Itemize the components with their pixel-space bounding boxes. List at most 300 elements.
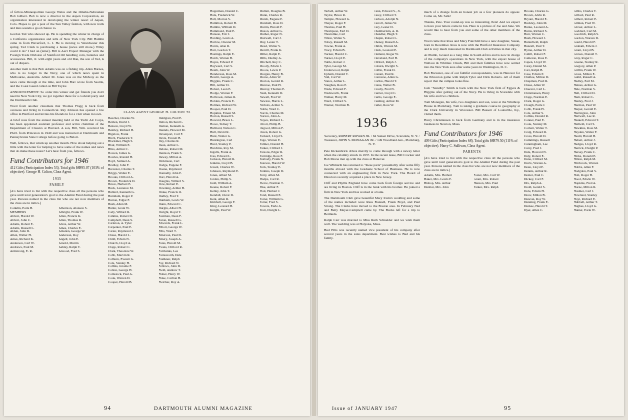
contributor-name: Osgood, Milton F.	[259, 127, 284, 131]
contributor-name: Graham, Edwin J.	[573, 45, 598, 49]
contributor-name: Turner, Lloyd E.	[324, 56, 346, 60]
contributor-name: Howland, Stanley	[573, 193, 598, 197]
contributor-name: Eastman, Dean F.	[158, 214, 182, 218]
contributor-name: Ames, Richard K.	[10, 238, 34, 242]
contributor-name: Mead, Walter S.	[259, 45, 281, 49]
contributor-name: Ward, Clifford S.	[324, 99, 347, 103]
contributor-name: Fletcher, Roy A.	[158, 281, 181, 285]
contributor-name: Cushing, Arthur M.	[373, 99, 400, 103]
contributor-name: Delano, Robert M.	[158, 148, 184, 152]
contributor-name: Holt, Roger B.	[573, 174, 593, 178]
contributor-name: Baker, Mrs. Lewis P.	[424, 178, 452, 182]
left-page	[4, 4, 310, 416]
contributor-name: Hersey, Frank C.	[573, 150, 596, 154]
name-column	[524, 10, 571, 213]
contributor-name: Vaughan, Ross P.	[324, 84, 347, 88]
name-column	[424, 174, 471, 190]
contributor-name: Taylor, Bruce R.	[324, 13, 346, 17]
contributor-name: Chamberlain, A. R.	[373, 29, 400, 33]
contributor-name: MEMBERS	[10, 210, 27, 214]
class-year-heading: 1936	[356, 115, 388, 131]
contributor-name: Burnham, Roger P.	[108, 195, 134, 199]
contributor-name: Towne, Frank A.	[324, 45, 347, 49]
contributor-name: Drake, Francis O.	[158, 191, 182, 195]
left-column-3	[210, 10, 306, 398]
paragraph: Joe Wilmarth has returned to "these parts" presumably after some fifty months abroad with the Graduate School of Business. He is now connected with an engineering firm in New York. The Board of Directors recently acquired a place in New Jersey.	[324, 162, 420, 180]
contributor-name: Benson, Lloyd W.	[108, 124, 132, 128]
contributor-name: Brooks, Clifford A.	[108, 175, 134, 179]
contributor-name: Wade, Edward F.	[324, 88, 347, 92]
paragraph: A brief note from the annual meeting held at the Yacht Air Corps, has been appointed assistant professor and active chairman of the Department of Classics at Harvard. A son, Bill, Wm. received his Ph.D. from Princeton in 1940 and was instructed at Dartmouth and Pennsylvania State College before going to Beloit.	[10, 118, 104, 139]
contributor-name: Haines, Arthur G.	[573, 84, 597, 88]
fund-heading: Fund Contributors for 1946	[424, 130, 503, 139]
contributor-name: Jewett, Charles W.	[210, 166, 235, 170]
contributor-name: Boyd, Samuel A.	[108, 159, 131, 163]
contributor-name: Heath, John W.	[210, 68, 231, 72]
paragraph: Josh "Standby" Smith is back with the New York firm of Eggers & Higgins after getting out of the Navy. He is living in Scarsdale with his wife and two children.	[424, 85, 520, 98]
contributor-name: Burr, Warren C.	[524, 33, 545, 37]
contributor-name: Ives, Edward L.	[210, 154, 232, 158]
right-column-1	[324, 10, 420, 398]
contributor-name: Butterfield, Ralph	[524, 41, 548, 45]
contributor-name: Daniels, Howard M.	[158, 128, 186, 132]
contributor-name: Corbett, Walter T.	[524, 127, 548, 131]
contributor-name: Fellows, John D.	[158, 265, 181, 269]
contributor-name: Hale, Norman S.	[573, 88, 596, 92]
contributor-name: Collins, Donald R.	[524, 115, 549, 119]
contributor-name: Bruce, Herbert E.	[108, 183, 132, 187]
contributor-name: Cleveland, Earl B.	[373, 56, 398, 60]
contributor-name: Davis, Warren A.	[524, 162, 547, 166]
fund-section-label: PARENTS	[463, 149, 481, 154]
contributor-name: Burke, Leonard A.	[524, 25, 549, 29]
contributor-name: Clough, Earle J.	[524, 103, 546, 107]
contributor-name: Harper, Gerald E.	[573, 107, 597, 111]
contributor-name: Platt, Herbert J.	[259, 189, 281, 193]
contributor-name: Dyer, Allen C.	[524, 209, 544, 213]
contributor-name: Hayden, Walter F.	[573, 131, 598, 135]
contributor-name: Colburn, Everett G.	[108, 257, 135, 261]
paragraph: Pete Kickenbrick drives merrily to come through with a newsy letter when the calamity struck in 1937. In the recent issue, Bill Crocker and Bob Morse met up with the class at Hanover.	[324, 148, 420, 161]
contributor-name: Hitchcock, Warren	[573, 162, 599, 166]
contributor-name: Atwood, Fred S.	[58, 249, 81, 253]
name-column	[324, 10, 371, 108]
contributor-name: Conner, Paul E.	[524, 119, 545, 123]
contributor-name: King, Leonard B.	[210, 205, 234, 209]
contributor-name: Hobbs, Allen F.	[573, 166, 595, 170]
contributor-name: Newell, Fred W.	[259, 95, 282, 99]
paragraph: Harry Christiansen is back from Germany and is in the insurance business in Newton, Mass.	[424, 118, 520, 127]
contributor-name: Dexter, Paul C.	[524, 174, 545, 178]
contributor-name: Armstrong, E. R.	[10, 249, 33, 253]
contributor-name: Horne, Milton R.	[573, 185, 597, 189]
contributor-name: Cameron, Ross E.	[524, 56, 548, 60]
contributor-name: Hooper, Paul D.	[210, 107, 232, 111]
paragraph: Word came that Ross and Mary Fairchild have a new daughter, Susan, born in December. Ross is now with the Hartford Insurance Company and is very much interested in Dartmouth Club activities in that city.	[424, 38, 520, 51]
contributor-name: Dodd, Gerald S.	[524, 185, 546, 189]
contributor-name: Potter, Fred S.	[259, 201, 279, 205]
contributor-name: Goodrich, Ralph S.	[573, 33, 599, 37]
contributor-name: Carpenter, Paul E.	[108, 226, 133, 230]
contributor-name: Dole, Edwin H.	[524, 189, 545, 193]
contributor-name: Curtis, George E.	[373, 95, 397, 99]
contributor-name: Bush, Howard J.	[524, 37, 546, 41]
contributor-name: Gilman, Fred W.	[573, 21, 596, 25]
contributor-name: Hastings, Ralph E.	[210, 52, 235, 56]
paragraph: of fellow-Minneapolitan George Weiss and the Omaha-Nebraskan Bob Gilbert. Bob is now a director in the Aspen Corporation, an organization interested in developing the winter resort of Aspen, Colo. Hopes to get a post of the Sun Valley fashion, with new trails and inns sounds a good chance to.	[10, 10, 104, 31]
contributor-name: Phelps, Carl R.	[259, 177, 280, 181]
photo-caption: CLASS AGENT GEORGE H. COLTON '35	[123, 110, 191, 114]
contributor-name: Cobb, Frank H.	[524, 107, 545, 111]
contributor-name: Blackmer, Hugh S.	[108, 140, 134, 144]
contributor-name: Fay, Richard N.	[158, 261, 180, 265]
contributor-name: Hobart, Leon E.	[210, 88, 232, 92]
contributor-name: Hale, Frederick W.	[210, 13, 235, 17]
contributor-name: Alves, Arthur W.	[58, 222, 81, 226]
contributor-name: Buck, Laurence M.	[108, 187, 134, 191]
contributor-name: Denison, Frank S.	[158, 152, 183, 156]
contributor-name: Hewitt, George A.	[210, 76, 235, 80]
contributor-name: Parsons, Edgar R.	[259, 150, 284, 154]
contributor-name: Downing, Arthur B.	[158, 187, 185, 191]
contributor-name: Martin, Harold F.	[259, 25, 283, 29]
contributor-name: Durkee, Harold T.	[524, 205, 548, 209]
contributor-name: Cunningham, Lee	[524, 142, 548, 146]
page-number: 94	[104, 406, 112, 412]
contributor-name: Christiansen, Harry	[524, 92, 550, 96]
contributor-name: Hurd, Stanley P.	[210, 142, 232, 146]
paragraph: ANNOUNCEMENT: So order this winter and get friends you don't need in New York City, we got together there for a cocktail party and the Dartmouth Club.	[10, 89, 104, 102]
contributor-name: Temple, Howard G.	[324, 17, 351, 21]
contributor-name: Cady, Willard R.	[108, 210, 131, 214]
paragraph: Word from another classmate that Thomas Flagg is back from overseas and living in Connecticut. Ray Johnson has opened a law office in Hartford and invites his friends in for a visit when in town.	[10, 103, 104, 117]
contributor-name: Conklin, Earle B.	[10, 206, 34, 210]
contributor-name: Hayward, Carl S.	[210, 64, 233, 68]
contributor-name: Munroe, Paul H.	[259, 84, 282, 88]
contributor-name: Nichols, Arthur S.	[259, 103, 284, 107]
contributor-name: Cahill, Robert F.	[524, 52, 546, 56]
contributor-name: Judd, William A.	[210, 181, 233, 185]
contributor-name: Tarbell, Arthur W.	[324, 10, 348, 13]
contributor-name: Dix, Ralph A.	[524, 181, 543, 185]
contributor-name: Glover, Arthur L.	[573, 25, 597, 29]
contributor-name: Hall, Morton S.	[210, 17, 231, 21]
magazine-title: DARTMOUTH ALUMNI MAGAZINE	[154, 406, 253, 412]
contributor-name: Hunter, Earle W.	[573, 209, 596, 213]
contributor-name: Hicks, Donald E.	[573, 154, 597, 158]
contributor-name: Hamlin, William D.	[210, 25, 237, 29]
contributor-name: Hatch, Warren B.	[210, 56, 233, 60]
contributor-name: Pond, Russell E.	[259, 193, 282, 197]
right-column-3	[524, 10, 620, 398]
contributor-name: Hughes, Lloyd G.	[573, 205, 598, 209]
contributor-name: Hart, Gordon T.	[210, 49, 231, 53]
contributor-name: Butler, Grant W.	[108, 206, 130, 210]
contributor-name: Packard, Lloyd S.	[259, 135, 284, 138]
contributor-name: Dorr, Harold A.	[158, 175, 180, 179]
contributor-name: Holbrook, James R.	[210, 95, 237, 99]
contributor-name: Eaton, Russell G.	[158, 218, 182, 222]
contributor-name: Dodge, Eugene F.	[158, 163, 183, 167]
contributor-name: Belden, David J.	[108, 120, 130, 124]
contributor-name: Holmes, Richard W.	[210, 103, 237, 107]
contributor-name: Thompson, Earl D.	[324, 29, 350, 33]
contributor-name: Dewey, Milton A.	[158, 156, 183, 160]
contributor-name: Tuttle, Robert J.	[324, 60, 346, 64]
fund-class-year: 1935	[52, 176, 62, 181]
contributor-name: Farnsworth, Dale	[158, 253, 182, 257]
contributor-name: Clark, Leonard E.	[373, 49, 398, 53]
contributor-name: Mason, Arthur G.	[259, 29, 283, 33]
contributor-name: Underwood, Ralph	[324, 68, 350, 72]
contributor-name: Allen, Walter H.	[10, 234, 32, 238]
contributor-name: Damon, Kenneth A.	[158, 124, 185, 128]
contributor-name: Dalton, Richard L.	[158, 120, 184, 124]
fund-summary: 409 Gifts (Participation Index 68). Total gifts $8879.50 (111% of objective). Harry C. Sullivan, Class Agent.	[424, 139, 518, 148]
contributor-name: Anderson, Carl W.	[10, 242, 35, 246]
contributor-name: Bryant, Harold E.	[524, 17, 548, 21]
contributor-name: Childs, Warren M.	[373, 45, 398, 49]
contributor-name: Gifford, Paul R.	[573, 13, 595, 17]
paragraph: much of a change from an honest job as a few pioneers do appear. Come on, Mr. Salk!	[424, 10, 520, 19]
contributor-name: Hadley, Earl M.	[573, 80, 595, 84]
contributor-name: Howard, Bruce L.	[210, 119, 234, 123]
contributor-name: May, Lester T.	[259, 41, 279, 45]
contributor-name: Ellis, Ward T.	[158, 230, 177, 234]
contributor-name: Brown, Frederick D.	[108, 179, 136, 183]
contributor-name: Beecher, Charles W.	[108, 117, 135, 120]
contributor-name: Daly, Robert E.	[524, 154, 545, 158]
contributor-name: Jones, Albert M.	[210, 174, 232, 178]
contributor-name: Higgins, Frank C.	[210, 80, 234, 84]
contributor-name: Johnson, Raymond E.	[210, 170, 239, 174]
contributor-name: Foster, Mrs. Carl W.	[473, 174, 501, 178]
contributor-name: Thomas, Paul H.	[324, 25, 347, 29]
contributor-name: Dickinson, Carl	[158, 159, 180, 163]
contributor-name: Jenkins, Lloyd B.	[210, 162, 234, 166]
contributor-name: Merrill, Frank K.	[259, 49, 283, 53]
contributor-name: Greene, Stanley R.	[573, 60, 599, 64]
contributor-name: Anderson, Roy	[58, 234, 79, 238]
contributor-name: Carlson, Adolph N.	[373, 17, 400, 21]
contributor-name: Coburn, Dwight S.	[373, 64, 399, 68]
contributor-name: Hanson, Mrs. Paul	[473, 182, 499, 186]
contributor-name: Bowen, James G.	[108, 152, 132, 156]
contributor-name: Donnelly, John P.	[158, 171, 182, 175]
contributor-name: Morse, Allan W.	[259, 76, 282, 80]
contributor-name: Harlow, Chester M.	[210, 41, 236, 45]
contributor-name: Noyes, Richard L.	[259, 119, 284, 123]
right-page-footer	[318, 402, 624, 412]
contributor-name: Amsden, George W.	[58, 230, 86, 234]
name-column	[108, 117, 156, 285]
contributor-name: Estes, Harold M.	[158, 242, 181, 245]
left-column-2	[108, 10, 206, 398]
contributor-name: Hamilton, Robert B.	[210, 21, 237, 25]
contributor-name: Guild, Russell A.	[573, 76, 597, 80]
contributor-name: Angell, John E.	[58, 238, 80, 242]
contributor-name: Dow, Robert E.	[158, 183, 179, 187]
contributor-name: Abbott, Harold W.	[10, 214, 35, 218]
contributor-name: Carey, Daniel M.	[524, 64, 547, 68]
contributor-name: Capen, Lloyd W.	[524, 60, 547, 64]
contributor-name: Nash, Kenneth D.	[259, 92, 284, 96]
fund-note: (A's have tried to list with the respective class all the persons who gave until total generation's goal to the Alumni Fund during the past year. Persons named in the class list who are not now members of the class are in italics.)	[10, 188, 104, 205]
fund-note: (A's have tried to list with the respective class all the persons who gave until total generation's goal to the Alumni Fund during the past year. Persons named in the class list who are not now members of the class are in italics.)	[424, 155, 520, 173]
contributor-name: Bush, Allen M.	[108, 202, 129, 206]
contributor-name: Bigelow, Frank	[108, 132, 129, 136]
contributor-name: Alden, John D.	[10, 230, 30, 234]
contributor-name: Adams, Mrs. Herbert	[424, 174, 453, 178]
paragraph: Bud Ellis was recently named vice president of his company after several years in the sales department. Best wishes to Bud and his family.	[324, 228, 420, 241]
contributor-name: Miller, Ralph E.	[259, 52, 281, 56]
contributor-name: Cummings, Russell	[524, 138, 550, 142]
contributor-name: Cole, Stanley H.	[108, 261, 130, 265]
contributor-name: Clapp, Robert C.	[108, 245, 131, 249]
name-column	[260, 10, 307, 213]
contributor-name: Church, Lloyd A.	[108, 242, 132, 245]
contributor-name: Chapman, Fred R.	[524, 80, 549, 84]
paragraph: Well, fellows, that winds up another month. How about helping out a little with the letter for helping to have some of the names and news that do make these notes? Let's hear from you, fellows.	[10, 140, 104, 153]
contributor-name: Adams, Russell L.	[10, 226, 35, 230]
contributor-list	[108, 117, 206, 285]
contributor-name: Grant, Mrs. Robert	[473, 178, 499, 182]
contributor-list	[524, 10, 620, 213]
contributor-name: Morton, Gerald R.	[259, 80, 284, 84]
contributor-name: Fisher, Harry W.	[158, 273, 181, 277]
contributor-name: Tobey, Russell M.	[324, 41, 348, 45]
contributor-name: Moore, Lewis P.	[259, 68, 282, 72]
contributor-name: Hill, Arthur D.	[210, 84, 230, 88]
contributor-name: Dahlgren, Fred E.	[158, 117, 183, 120]
contributor-name: Chase, Allen W.	[524, 84, 546, 88]
contributor-name: Dunn, Edward C.	[158, 202, 182, 206]
contributor-name: Harding, Lewis A.	[210, 37, 235, 41]
issue-label: Issue of JANUARY 1947	[332, 406, 398, 412]
contributor-name: Hilton, Ralph M.	[573, 158, 597, 162]
contributor-name: Thorndike, Carl	[324, 33, 346, 37]
contributor-name: Tucker, Harold C.	[324, 52, 348, 56]
contributor-name: Palmer, Donald H.	[259, 142, 285, 146]
contributor-name: Noble, Ward C.	[259, 107, 281, 111]
contributor-name: Bishop, Mrs. Arthur	[424, 182, 451, 186]
contributor-name: Birch, Frederick T.	[108, 136, 133, 140]
contributor-name: Clark, Roger G.	[524, 99, 546, 103]
contributor-name: Norris, Charles M.	[259, 111, 285, 115]
contributor-name: Child, Edwin N.	[108, 238, 130, 242]
contributor-name: Davis, Everett B.	[158, 136, 182, 140]
contributor-name: Hosmer, Carl J.	[573, 189, 595, 193]
name-column	[159, 117, 207, 285]
paragraph: Thanks, Pete. Your round-up was so interesting, Pete! And we expect to have your letters come in Jan. Here is a picture of Joe and June. We would like to hear from you and some of the other members of the class.	[424, 20, 520, 37]
contributor-name: Dudley, Fred T.	[158, 195, 180, 199]
contributor-name: Carey, Clifford T.	[373, 13, 397, 17]
contributor-name: Fairbanks, Lee	[158, 249, 179, 253]
contributor-name: Gray, Roger C.	[573, 56, 594, 60]
contributor-name: Perry, Allen M.	[259, 174, 280, 178]
contributor-name: Hartwell, Lee R.	[573, 115, 596, 119]
contributor-name: Walker, Harry M.	[324, 95, 348, 99]
class-notes-text	[10, 10, 104, 153]
contributor-name: Henderson, Ross M.	[210, 72, 237, 76]
contributor-name: Buzzell, Paul T.	[524, 45, 545, 49]
contributor-name: Parker, Clifford J.	[259, 146, 284, 150]
contributor-name: Abbott, John C.	[10, 218, 31, 222]
contributor-name: Holden, Francis E.	[210, 99, 235, 103]
contributor-name: Cook, Warren D.	[108, 277, 131, 281]
contributor-name: Porter, William G.	[259, 197, 284, 201]
contributor-name: Goddard, Carl M.	[573, 29, 597, 33]
paragraph: Tom Monagan, his wife, two daughters and son, were at the Winthrop House in Plattsburg. Tom is taking a graduate course in geography at the Clark University in Worcester. Bill Bassett of Louisville, Ky., visited them.	[424, 99, 520, 117]
contributor-name: Gilbert, Robert E.	[573, 17, 598, 21]
fund-summary: 412 Gifts (Participation Index 53). Total gifts $8895.07 (103% of objective). George H. Colton, Class Agent.	[10, 166, 104, 175]
contributor-name: Mitchell, Roy C.	[259, 60, 282, 64]
contributor-name: Gould, Harold F.	[573, 41, 596, 45]
contributor-name: Horton, Russell S.	[210, 115, 235, 119]
contributor-name: Knight, Paul W.	[210, 209, 232, 213]
contributor-name: Haskell, Edward T.	[573, 119, 599, 123]
contributor-name: Day, Charles R.	[158, 140, 180, 144]
contributor-name: Maxwell, Carl J.	[259, 37, 282, 41]
contributor-name: Emery, Joseph A.	[158, 238, 182, 242]
contributor-name: Marsh, Eugene P.	[259, 17, 283, 21]
contributor-name: Hall, Clifford D.	[573, 92, 596, 96]
contributor-name: Cheney, Russell A.	[373, 41, 399, 45]
contributor-name: Doane, Raymond	[158, 167, 182, 171]
contributor-name: Vail, Carl W.	[324, 76, 342, 80]
class-officers: Secretary, ROBERT ROWAN JR. / 64 Sunset Drive, Scarsdale, N. Y. / Treasurer, JOHN S. MONAGAN JR. / 149 Woodland Ave., Plattsburg, N. Y.	[324, 133, 420, 146]
contributor-name: Heald, Harold B.	[573, 135, 597, 138]
contributor-name: Emerson, Paul D.	[158, 234, 182, 238]
name-column	[210, 10, 257, 213]
contributor-name: Griffin, Frank W.	[573, 68, 597, 72]
contributor-name: Dwight, Royal T.	[158, 210, 182, 214]
contributor-name: Cook, Stanley M.	[524, 123, 548, 127]
contributor-name: Curry, Fred J.	[524, 146, 543, 150]
contributor-name: Ham, Robert L.	[573, 95, 595, 99]
contributor-name: Field, Andrew T.	[158, 269, 181, 273]
contributor-name: Chaffee, Milton D.	[524, 76, 550, 80]
contributor-name: Pierce, Norman T.	[259, 181, 284, 185]
name-column	[374, 10, 421, 108]
paragraph: Bob Brewster, one of our faithful correspondents, was in Hanover for the Princeton game with Ralph Tyler and Dick Roberts. All of them report that the campus looks fine.	[424, 71, 520, 84]
contributor-name: Kent, Allen R.	[210, 197, 230, 201]
contributor-name: Allen, Thomas R.	[58, 218, 82, 222]
contributor-name: Gregory, Allen P.	[573, 64, 597, 68]
contributor-name: Hutchins, Roy M.	[210, 146, 234, 150]
contributor-name: Hopkins, Fred A.	[573, 181, 597, 185]
contributor-name: Powers, Earle A.	[259, 205, 282, 209]
contributor-name: Arnold, Martin	[58, 242, 79, 246]
page-number: 95	[504, 406, 512, 412]
contributor-name: Brown, Alvin R.	[524, 13, 546, 17]
class-notes-text	[324, 149, 420, 241]
contributor-name: Adams, Robert E.	[10, 222, 34, 226]
contributor-name: Peck, Stanley E.	[259, 166, 282, 170]
contributor-name: Drew, Milton B.	[524, 193, 546, 197]
contributor-name: Cross, Harold D.	[524, 135, 547, 138]
contributor-name: Coffin, Frank D.	[373, 68, 396, 72]
contributor-name: Tyler, George M.	[324, 64, 347, 68]
contributor-list	[10, 207, 104, 254]
contributor-name: Dunbar, Mrs. John	[424, 186, 449, 190]
contributor-name: Ashley, Ralph T.	[58, 246, 81, 250]
contributor-name: Jackson, Harold R.	[210, 158, 236, 162]
contributor-name: Bradley, John F.	[108, 163, 130, 167]
contributor-name: Gibbs, Charles T.	[573, 10, 597, 13]
contributor-name: Hanley, Fred J.	[573, 99, 594, 103]
contributor-name: Hawkins, Ross M.	[573, 127, 598, 131]
